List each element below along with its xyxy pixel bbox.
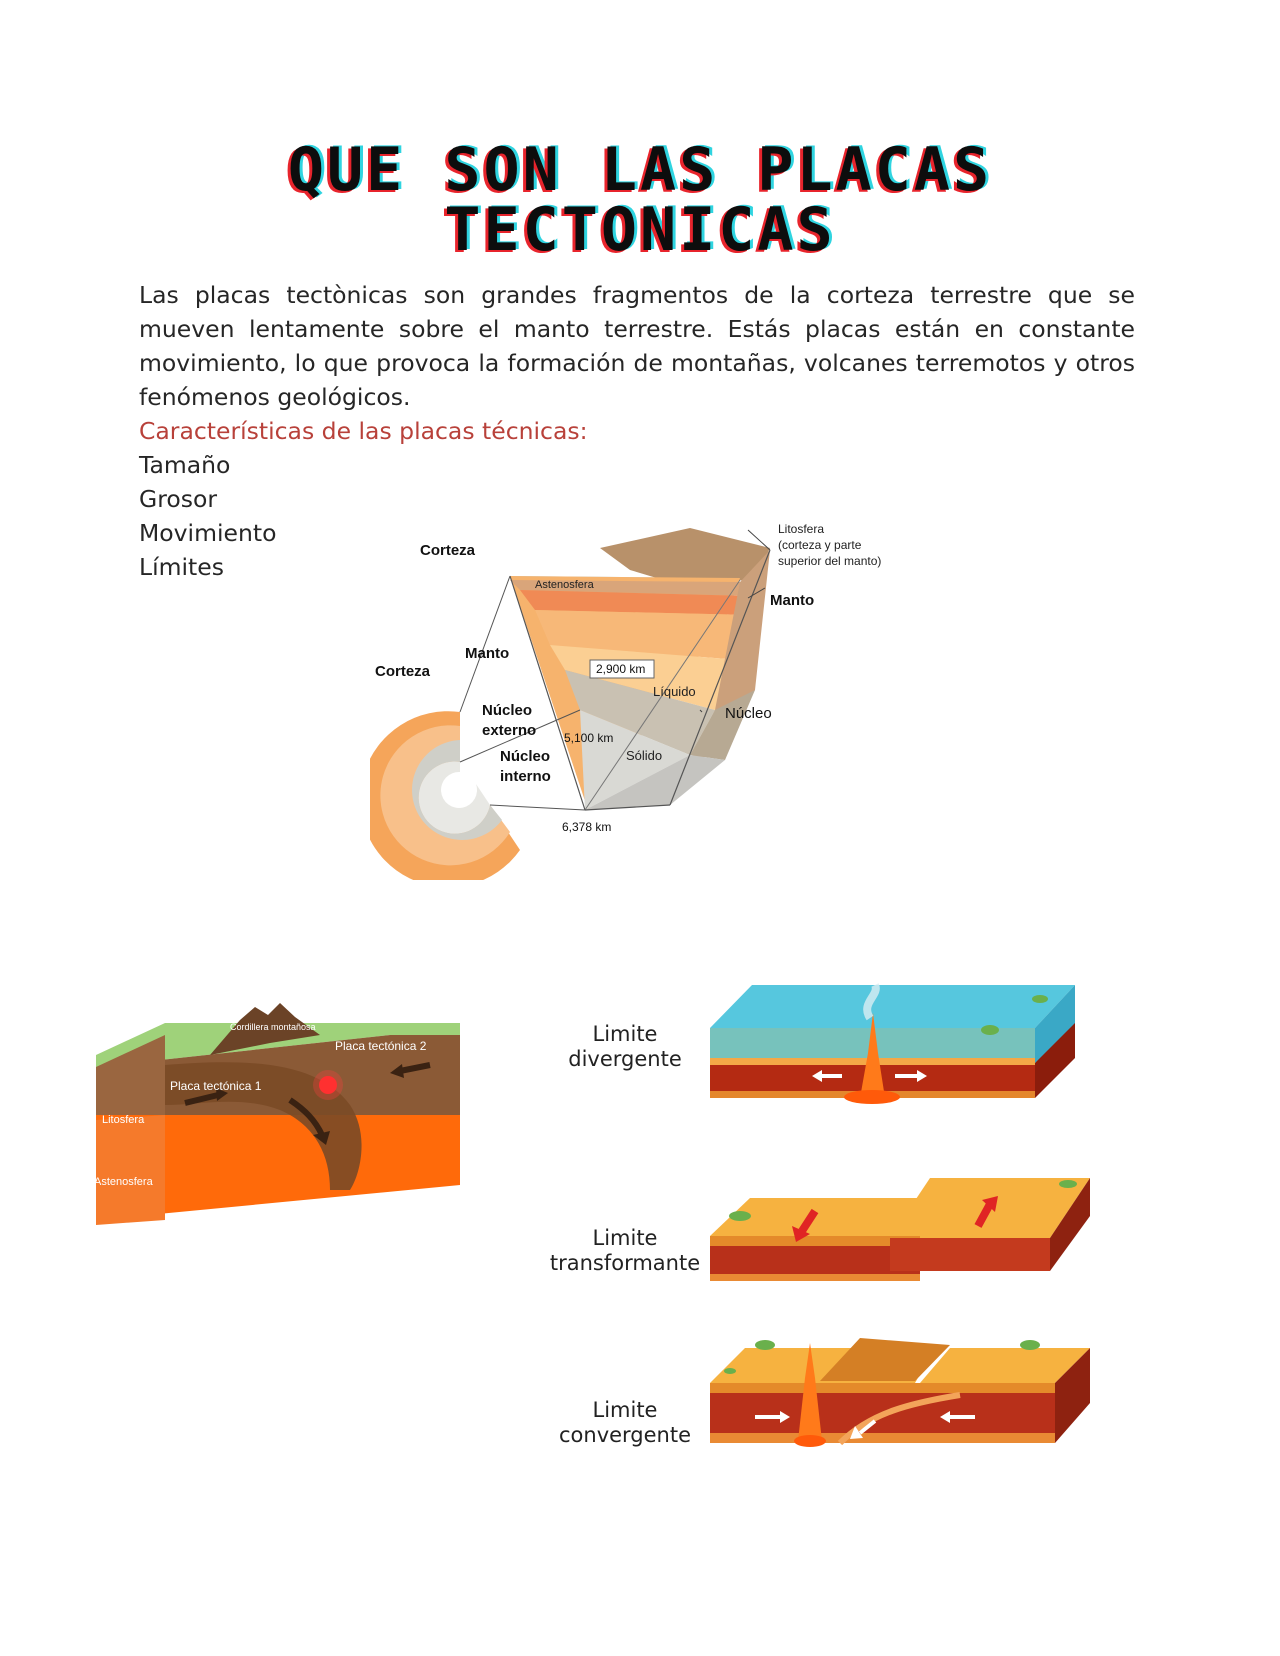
transform-label-line-2: transformante bbox=[549, 1251, 701, 1275]
divergent-boundary-diagram bbox=[710, 983, 1080, 1108]
divergent-label bbox=[535, 1022, 715, 1072]
label-nucleo-externo-2: externo bbox=[482, 722, 537, 739]
label-manto-right: Manto bbox=[770, 592, 815, 609]
earth-layers-diagram bbox=[370, 520, 940, 880]
label-placa-2: Placa tectónica 2 bbox=[335, 1039, 427, 1053]
label-corteza-left: Corteza bbox=[375, 663, 431, 680]
label-nucleo-interno-1: Núcleo bbox=[500, 748, 551, 765]
page-title-line-1: QUE SON LAS PLACAS bbox=[287, 135, 993, 205]
convergent-label-line-2: convergente bbox=[558, 1423, 692, 1447]
label-litosfera: Litosfera bbox=[102, 1114, 145, 1126]
label-depth-3: 6,378 km bbox=[562, 820, 612, 834]
label-liquido: Líquido bbox=[653, 684, 696, 699]
divergent-label-line-1: Limite bbox=[592, 1022, 658, 1046]
list-item: Grosor bbox=[139, 485, 218, 513]
label-litosfera-3: superior del manto) bbox=[778, 554, 882, 568]
characteristics-list bbox=[139, 448, 276, 584]
divergent-label-line-2: divergente bbox=[568, 1047, 682, 1071]
label-placa-1: Placa tectónica 1 bbox=[170, 1079, 262, 1093]
label-manto-left: Manto bbox=[465, 645, 510, 662]
page-title-line-2: TECTONICAS bbox=[444, 195, 836, 265]
list-item: Límites bbox=[139, 553, 224, 581]
characteristics-heading: Características de las placas técnicas: bbox=[139, 417, 588, 445]
list-item: Movimiento bbox=[139, 519, 277, 547]
label-nucleo-externo-1: Núcleo bbox=[482, 702, 533, 719]
transform-label bbox=[525, 1226, 725, 1276]
label-depth-1: 2,900 km bbox=[596, 662, 646, 676]
convergent-boundary-diagram bbox=[710, 1333, 1095, 1453]
convergent-label bbox=[535, 1398, 715, 1448]
label-litosfera-2: (corteza y parte bbox=[778, 538, 862, 552]
label-solido: Sólido bbox=[626, 748, 663, 763]
intro-paragraph: Las placas tectònicas son grandes fragmentos de la corteza terrestre que se mueven lentamente sobre el manto terrestre. Estás placas están en constante movimiento, lo que provoca la formación de montañas, volcanes terremotos y otros fenómenos geológicos. bbox=[139, 281, 1135, 411]
label-cordillera: Cordillera montañosa bbox=[230, 1022, 316, 1032]
label-corteza-top: Corteza bbox=[420, 542, 476, 559]
transform-boundary-diagram bbox=[710, 1176, 1095, 1291]
convergent-label-line-1: Limite bbox=[592, 1398, 658, 1422]
label-astenosfera-sub: Astenosfera bbox=[94, 1176, 153, 1188]
label-nucleo-interno-2: interno bbox=[500, 768, 551, 785]
label-depth-2: 5,100 km bbox=[564, 731, 614, 745]
label-litosfera-1: Litosfera bbox=[778, 522, 825, 536]
label-astenosfera: Astenosfera bbox=[535, 579, 594, 591]
transform-label-line-1: Limite bbox=[592, 1226, 658, 1250]
page-title bbox=[0, 135, 1280, 265]
subduction-diagram bbox=[90, 995, 465, 1235]
list-item: Tamaño bbox=[139, 451, 231, 479]
label-nucleo-right: Núcleo bbox=[725, 705, 772, 722]
